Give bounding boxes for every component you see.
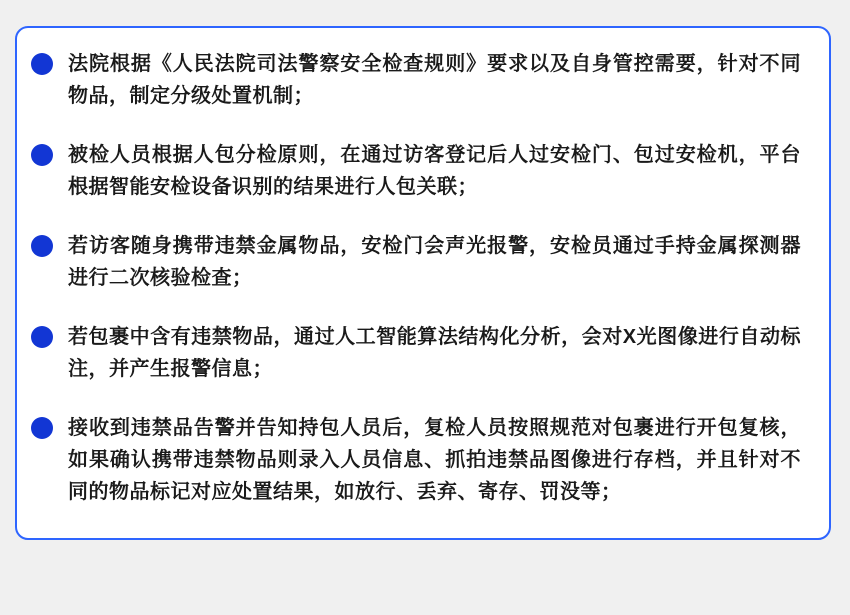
list-item-text: 若包裹中含有违禁物品，通过人工智能算法结构化分析，会对X光图像进行自动标注，并产生报警信息；: [68, 326, 801, 380]
info-card: [15, 26, 831, 540]
bullet-list: [31, 48, 801, 508]
list-item-text: 接收到违禁品告警并告知持包人员后，复检人员按照规范对包裹进行开包复核，如果确认携带违禁物品则录入人员信息、抓拍违禁品图像进行存档，并且针对不同的物品标记对应处置结果，如放行、丢弃、寄存、罚没等；: [68, 417, 801, 503]
list-item: [31, 139, 801, 203]
bullet-dot-icon: [31, 326, 53, 348]
list-item: [31, 412, 801, 508]
bullet-dot-icon: [31, 417, 53, 439]
list-item: [31, 230, 801, 294]
list-item-text: 被检人员根据人包分检原则，在通过访客登记后人过安检门、包过安检机，平台根据智能安检设备识别的结果进行人包关联；: [68, 144, 801, 198]
bullet-dot-icon: [31, 235, 53, 257]
list-item: [31, 321, 801, 385]
bullet-dot-icon: [31, 144, 53, 166]
list-item-text: 法院根据《人民法院司法警察安全检查规则》要求以及自身管控需要，针对不同物品，制定分级处置机制；: [68, 53, 801, 107]
bullet-dot-icon: [31, 53, 53, 75]
list-item-text: 若访客随身携带违禁金属物品，安检门会声光报警，安检员通过手持金属探测器进行二次核验检查；: [68, 235, 801, 289]
list-item: [31, 48, 801, 112]
